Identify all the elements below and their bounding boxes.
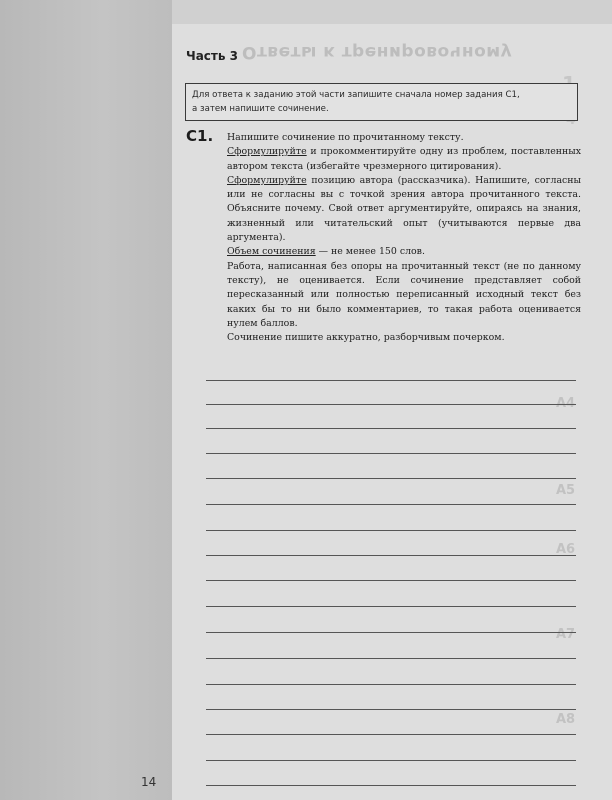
answer-line[interactable]: [206, 504, 576, 505]
task-paragraph: Напишите сочинение по прочитанному тексту.: [227, 132, 464, 143]
bleed-through-code: A6: [556, 542, 576, 557]
task-keyword: Сформулируйте: [227, 146, 307, 158]
bleed-through-code: A5: [556, 483, 576, 498]
facing-page-edge: [0, 0, 172, 800]
task-id: C1.: [186, 127, 214, 145]
instruction-box: [185, 83, 578, 121]
bleed-through-title: Ответы к тренировочному: [242, 42, 513, 62]
task-keyword: Сформулируйте: [227, 174, 307, 186]
answer-line[interactable]: [206, 380, 576, 381]
answer-line[interactable]: [206, 632, 576, 633]
answer-line[interactable]: [206, 478, 576, 479]
task-paragraph-text: позицию автора (рассказчика). Напишите, согласны или не согласны вы с точкой зрения автора прочитанного текста. Объясните почему. Свой ответ аргументируйте, опираясь на знания, жизненный или читательский опыт (учитываются первые два аргумента).: [227, 174, 581, 244]
bleed-through-code: A4: [556, 396, 576, 411]
bleed-through-code: A8: [556, 712, 576, 727]
instruction-line: а затем напишите сочинение.: [192, 104, 329, 114]
answer-line[interactable]: [206, 658, 576, 659]
section-label: Часть 3: [186, 49, 238, 63]
instruction-line: Для ответа к заданию этой части запишите сначала номер задания С1,: [192, 90, 520, 100]
answer-line[interactable]: [206, 428, 576, 429]
task-paragraph: [227, 245, 581, 259]
answer-line[interactable]: [206, 453, 576, 454]
task-keyword: Объем сочинения: [227, 246, 316, 258]
task-paragraph: [227, 174, 581, 245]
answer-line[interactable]: [206, 760, 576, 761]
answer-line[interactable]: [206, 530, 576, 531]
task-paragraph-text: — не менее 150 слов.: [315, 246, 425, 258]
task-paragraph: Работа, написанная без опоры на прочитанный текст (не по данному тексту), не оценивается. Если сочинение представляет собой пересказанный или полностью переписанный исходный текст без каких бы то ни было комментариев, то такая работа оценивается нулем баллов.: [227, 260, 581, 329]
page-top-margin: [172, 0, 612, 24]
task-paragraph: [227, 145, 581, 174]
answer-line[interactable]: [206, 580, 576, 581]
answer-line[interactable]: [206, 734, 576, 735]
answer-line[interactable]: [206, 606, 576, 607]
answer-line[interactable]: [206, 709, 576, 710]
page-number: 14: [141, 775, 157, 789]
task-text: [227, 131, 581, 345]
answer-line[interactable]: [206, 555, 576, 556]
bleed-through-code: A7: [556, 627, 576, 642]
task-paragraph-text: и прокомментируйте одну из проблем, поставленных автором текста (избегайте чрезмерного цитирования).: [227, 146, 581, 172]
task-paragraph: Сочинение пишите аккуратно, разборчивым почерком.: [227, 332, 505, 344]
answer-line[interactable]: [206, 404, 576, 405]
answer-line[interactable]: [206, 684, 576, 685]
answer-line[interactable]: [206, 785, 576, 786]
